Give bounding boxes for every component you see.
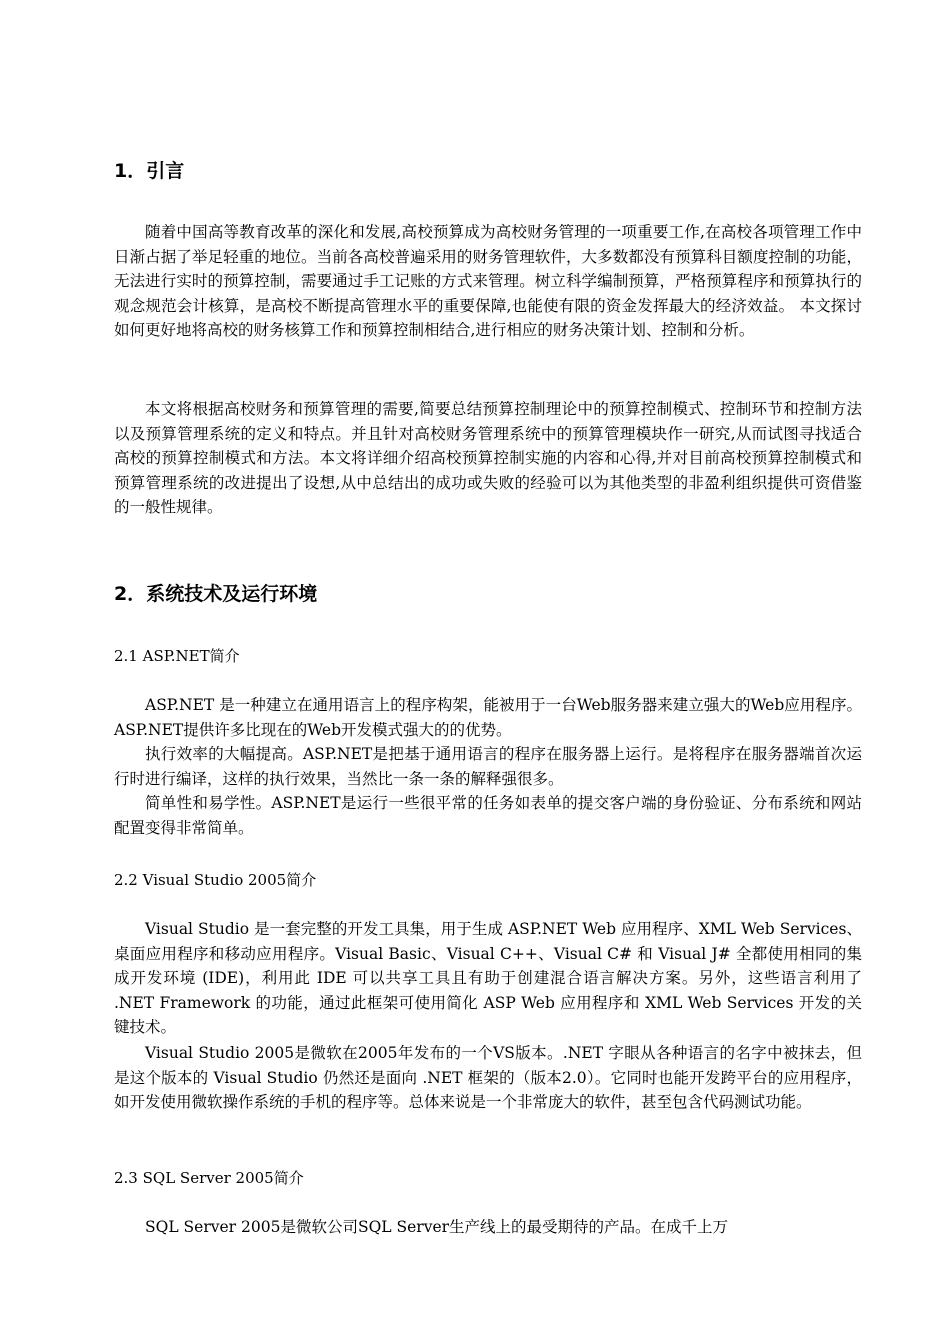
intro-paragraph-1: 随着中国高等教育改革的深化和发展,高校预算成为高校财务管理的一项重要工作,在高校各项管理工作中日渐占据了举足轻重的地位。当前各高校普遍采用的财务管理软件，大多数都没有预算科目额度控制的功能，无法进行实时的预算控制，需要通过手工记账的方式来管理。树立科学编制预算，严格预算程序和预算执行的观念规范会计核算，是高校不断提高管理水平的重要保障,也能使有限的资金发挥最大的经济效益。 本文探讨如何更好地将高校的财务核算工作和预算控制相结合,进行相应的财务决策计划、控制和分析。 — [114, 223, 862, 340]
aspnet-paragraph-3: 简单性和易学性。ASP.NET是运行一些很平常的任务如表单的提交客户端的身份验证、分布系统和网站配置变得非常简单。 — [114, 794, 862, 837]
vs-paragraph-2: Visual Studio 2005是微软在2005年发布的一个VS版本。.NET 字眼从各种语言的名字中被抹去，但是这个版本的 Visual Studio 仍然还是面向 .NET 框架的（版本2.0）。它同时也能开发跨平台的应用程序，如开发使用微软操作系统的手机的程序等。总体来说是一个非常庞大的软件，甚至包含代码测试功能。 — [114, 1044, 862, 1112]
section-heading-intro: 1．引言 — [114, 160, 185, 182]
subsection-title-aspnet: 2.1 ASP.NET简介 — [114, 647, 240, 665]
aspnet-paragraph-1: ASP.NET 是一种建立在通用语言上的程序构架，能被用于一台Web服务器来建立强大的Web应用程序。ASP.NET提供许多比现在的Web开发模式强大的的优势。 — [114, 696, 862, 739]
aspnet-paragraph-2: 执行效率的大幅提高。ASP.NET是把基于通用语言的程序在服务器上运行。是将程序在服务器端首次运行时进行编译，这样的执行效果，当然比一条一条的解释强很多。 — [114, 745, 862, 788]
section-heading-tech: 2．系统技术及运行环境 — [114, 583, 318, 605]
subsection-title-sql: 2.3 SQL Server 2005简介 — [114, 1169, 304, 1187]
intro-paragraph-2: 本文将根据高校财务和预算管理的需要,简要总结预算控制理论中的预算控制模式、控制环节和控制方法以及预算管理系统的定义和特点。并且针对高校财务管理系统中的预算管理模块作一研究,从而试图寻找适合高校的预算控制模式和方法。本文将详细介绍高校预算控制实施的内容和心得,并对目前高校预算控制模式和预算管理系统的改进提出了设想,从中总结出的成功或失败的经验可以为其他类型的非盈利组织提供可资借鉴的一般性规律。 — [114, 400, 862, 517]
subsection-title-vs: 2.2 Visual Studio 2005简介 — [114, 871, 317, 889]
vs-paragraph-1: Visual Studio 是一套完整的开发工具集，用于生成 ASP.NET Web 应用程序、XML Web Services、桌面应用程序和移动应用程序。Visual Basic、Visual C++、Visual C# 和 Visual J# 全都使用相同的集成开发环境 (IDE)，利用此 IDE 可以共享工具且有助于创建混合语言解决方案。另外，这些语言利用了 .NET Framework 的功能，通过此框架可使用简化 ASP Web 应用程序和 XML Web Services 开发的关键技术。 — [114, 920, 862, 1037]
sql-paragraph-1: SQL Server 2005是微软公司SQL Server生产线上的最受期待的产品。在成千上万 — [145, 1218, 729, 1236]
